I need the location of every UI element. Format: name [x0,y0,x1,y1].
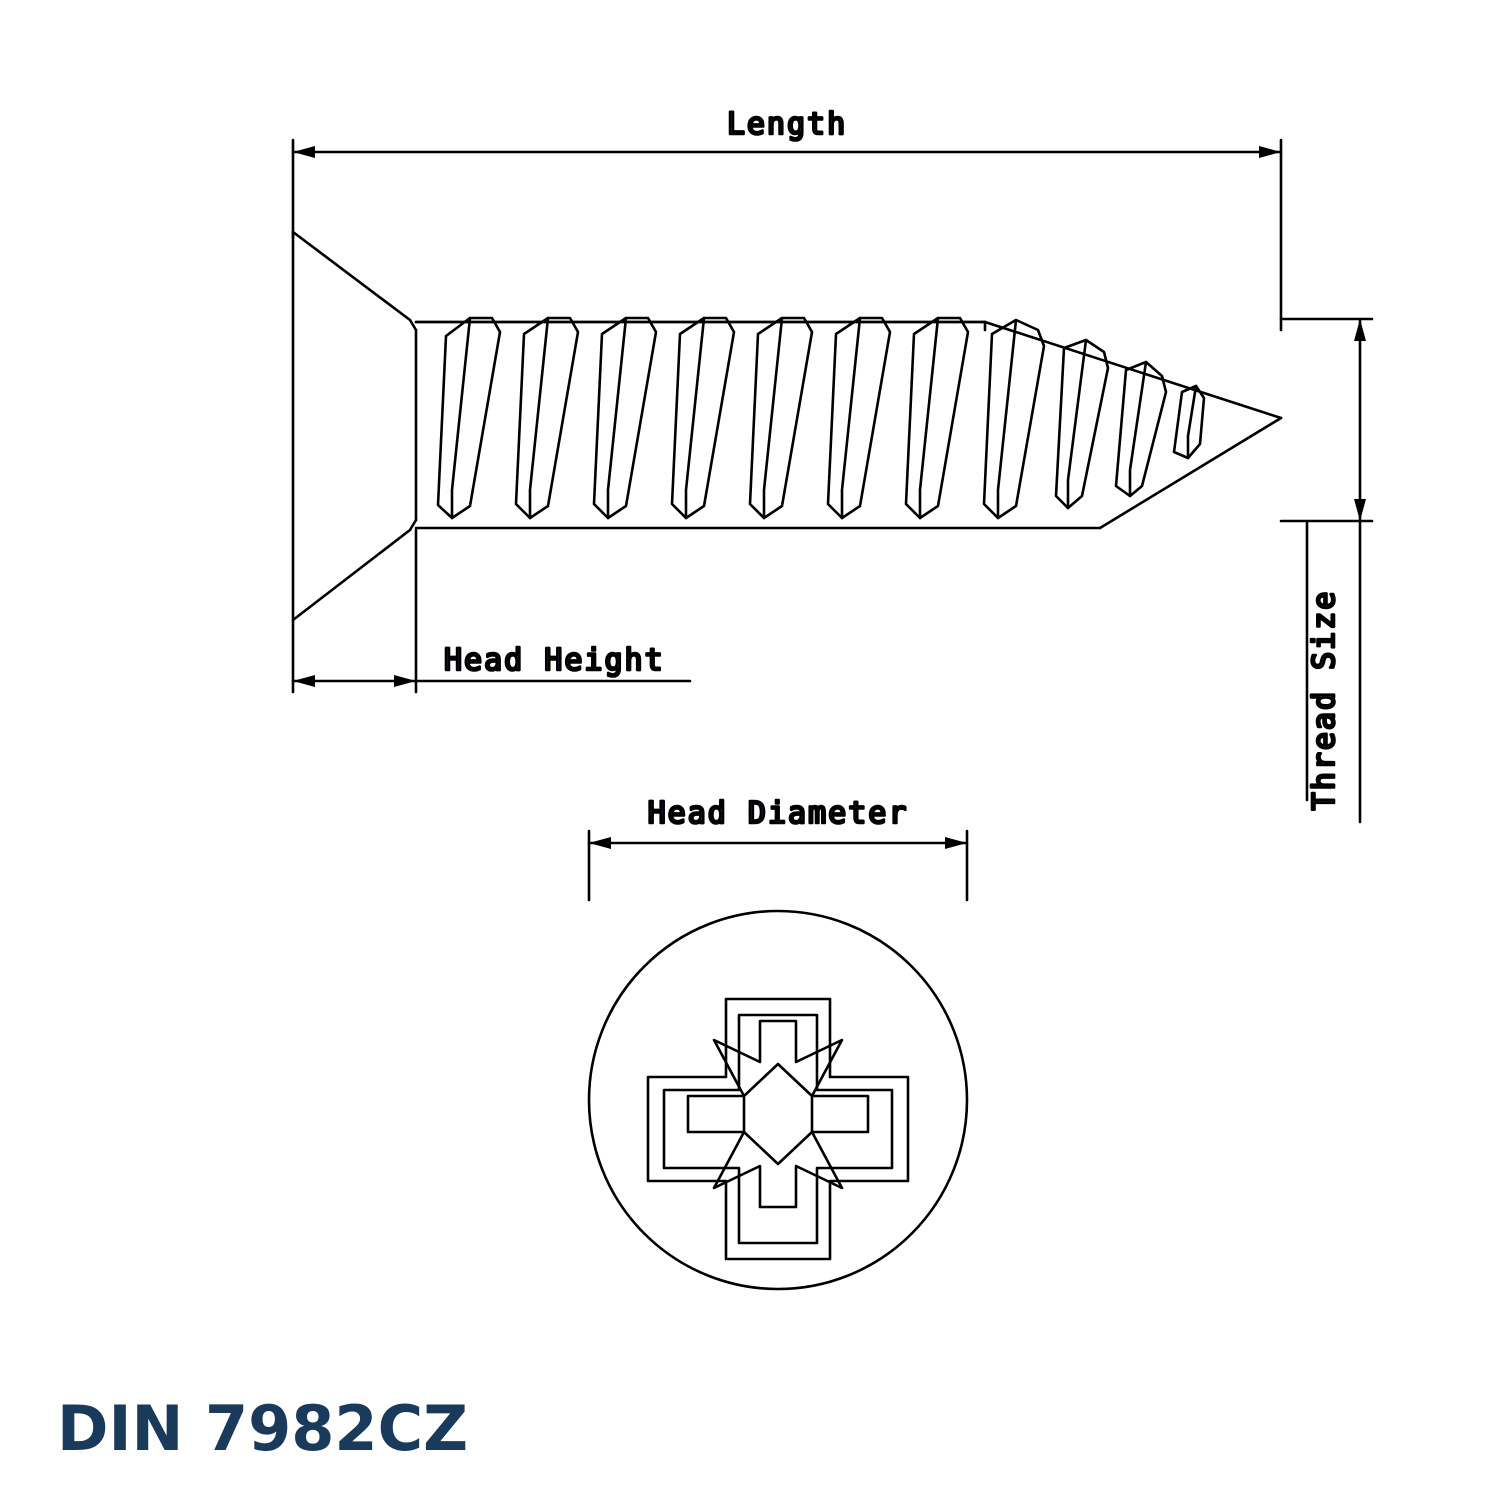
label-head-height: Head Height [444,643,665,678]
label-head-diameter: Head Diameter [647,796,909,831]
screw-top-view [589,911,967,1289]
part-title: DIN 7982CZ [57,1392,469,1465]
label-length: Length [726,107,848,142]
dimension-head-diameter [589,831,967,900]
screw-side-view [293,232,1281,620]
dimension-length [293,140,1281,330]
head-outline-circle [589,911,967,1289]
pozidriv-recess [648,999,908,1259]
label-thread-size: Thread Size [1307,589,1342,811]
